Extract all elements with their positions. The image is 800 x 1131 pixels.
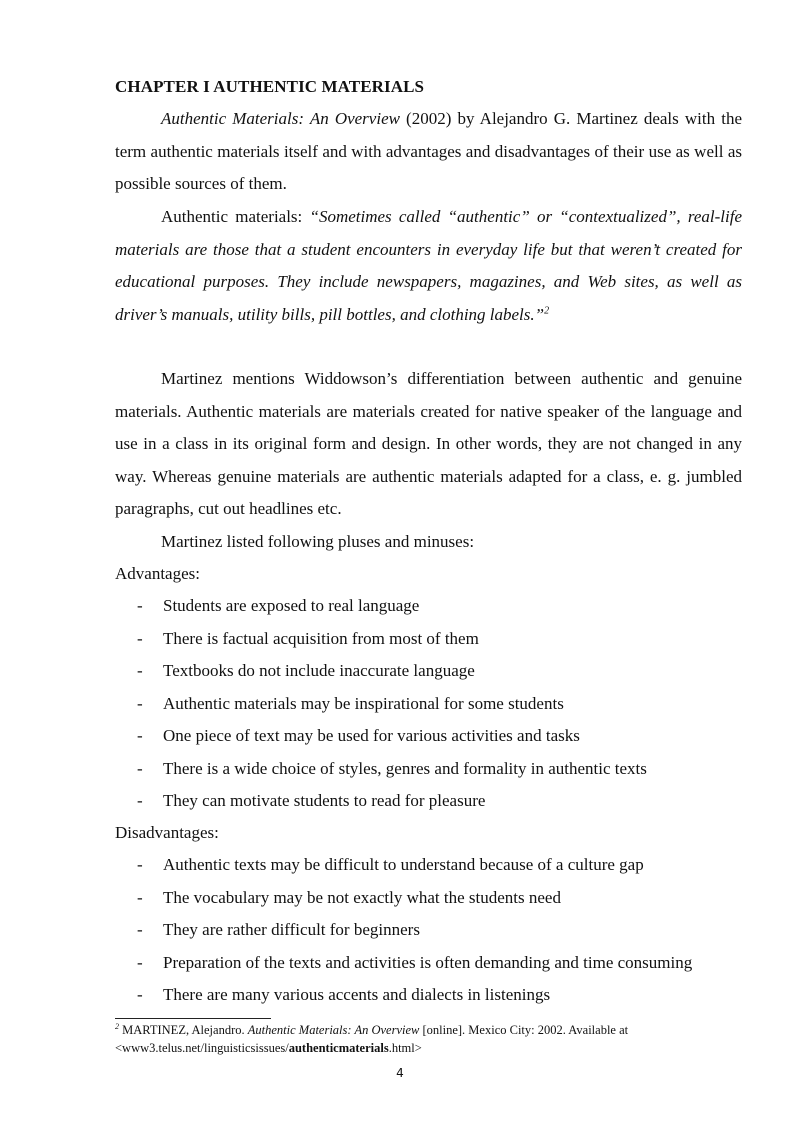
list-item bbox=[115, 914, 692, 947]
bullet-dash: - bbox=[137, 952, 143, 972]
list-item bbox=[115, 590, 647, 623]
bullet-dash: - bbox=[137, 726, 143, 745]
definition-quote: “Sometimes called “authentic” or “contextualized”, real-life materials are those that a student encounters in everyday life but that weren’t created for educational purposes. They include newspapers, magazines, and Web sites, as well as driver’s manuals, utility bills, pill bottles, and clothing labels.” bbox=[115, 207, 742, 324]
list-item bbox=[115, 979, 692, 1012]
footnote-mark: 2 bbox=[115, 1021, 119, 1031]
list-item-text: There are many various accents and dialects in listenings bbox=[163, 985, 551, 1004]
list-item-text: The vocabulary may be not exactly what the students need bbox=[163, 887, 561, 907]
bullet-dash: - bbox=[137, 791, 143, 810]
list-item-text: There is a wide choice of styles, genres and formality in authentic texts bbox=[163, 758, 647, 778]
bullet-dash: - bbox=[137, 628, 143, 648]
list-item bbox=[115, 947, 692, 980]
advantages-list bbox=[115, 590, 647, 818]
list-item-text: They can motivate students to read for pleasure bbox=[163, 791, 486, 810]
footnote-reference: 2 bbox=[544, 304, 550, 316]
bullet-dash: - bbox=[137, 855, 143, 874]
list-item bbox=[115, 753, 647, 786]
list-item bbox=[115, 720, 647, 753]
disadvantages-label: Disadvantages: bbox=[115, 823, 219, 842]
footnote-separator bbox=[115, 1018, 271, 1019]
list-item bbox=[115, 688, 647, 721]
list-item-text: Preparation of the texts and activities is often demanding and time consuming bbox=[163, 952, 693, 972]
definition-lead: Authentic materials: bbox=[161, 207, 310, 226]
bullet-dash: - bbox=[137, 661, 143, 680]
list-item bbox=[115, 849, 692, 882]
list-item bbox=[115, 655, 647, 688]
list-item-text: There is factual acquisition from most of them bbox=[163, 628, 479, 648]
paragraph-pluses-minuses: Martinez listed following pluses and minuses: bbox=[161, 532, 475, 551]
footnote-rest: [online]. Mexico City: 2002. Available at bbox=[419, 1023, 629, 1037]
bullet-dash: - bbox=[137, 758, 143, 778]
list-item-text: One piece of text may be used for various activities and tasks bbox=[163, 726, 580, 745]
list-item-text: Textbooks do not include inaccurate language bbox=[163, 661, 475, 680]
footnote-author: MARTINEZ, Alejandro. bbox=[119, 1023, 248, 1037]
bullet-dash: - bbox=[137, 693, 143, 713]
list-item bbox=[115, 623, 647, 656]
bullet-dash: - bbox=[137, 920, 143, 939]
paragraph-widdowson: Martinez mentions Widdowson’s differentiation between authentic and genuine materials. Authentic materials are materials created for native speaker of the language and use in a class in its original form and design. In other words, they are not changed in any way. Whereas genuine materials are authentic materials adapted for a class, e. g. jumbled paragraphs, cut out headlines etc. bbox=[115, 369, 742, 518]
list-item bbox=[115, 882, 692, 915]
list-item-text: Students are exposed to real language bbox=[163, 596, 420, 615]
advantages-label: Advantages: bbox=[115, 564, 200, 583]
bullet-dash: - bbox=[137, 887, 143, 907]
footnote bbox=[115, 1022, 755, 1057]
footnote-url-suffix: .html> bbox=[388, 1040, 422, 1055]
disadvantages-list bbox=[115, 849, 692, 1012]
list-item-text: Authentic texts may be difficult to understand because of a culture gap bbox=[163, 855, 644, 874]
page-number: 4 bbox=[396, 1066, 404, 1080]
bullet-dash: - bbox=[137, 596, 143, 615]
footnote-url-bold: authenticmaterials bbox=[288, 1040, 389, 1055]
chapter-heading: CHAPTER I AUTHENTIC MATERIALS bbox=[115, 77, 425, 96]
list-item-text: They are rather difficult for beginners bbox=[163, 920, 420, 939]
bullet-dash: - bbox=[137, 985, 143, 1004]
paragraph-overview-text: (2002) by Alejandro G. Martinez deals with the term authentic materials itself and with advantages and disadvantages of their use as well as possible sources of them. bbox=[115, 109, 742, 193]
footnote-title: Authentic Materials: An Overview bbox=[247, 1023, 420, 1037]
paragraph-overview bbox=[115, 103, 742, 201]
book-title: Authentic Materials: An Overview bbox=[161, 109, 400, 128]
paragraph-definition bbox=[115, 201, 742, 331]
list-item bbox=[115, 785, 647, 818]
footnote-url-prefix: <www3.telus.net/linguisticsissues/ bbox=[115, 1040, 289, 1055]
list-item-text: Authentic materials may be inspirational for some students bbox=[163, 693, 564, 713]
